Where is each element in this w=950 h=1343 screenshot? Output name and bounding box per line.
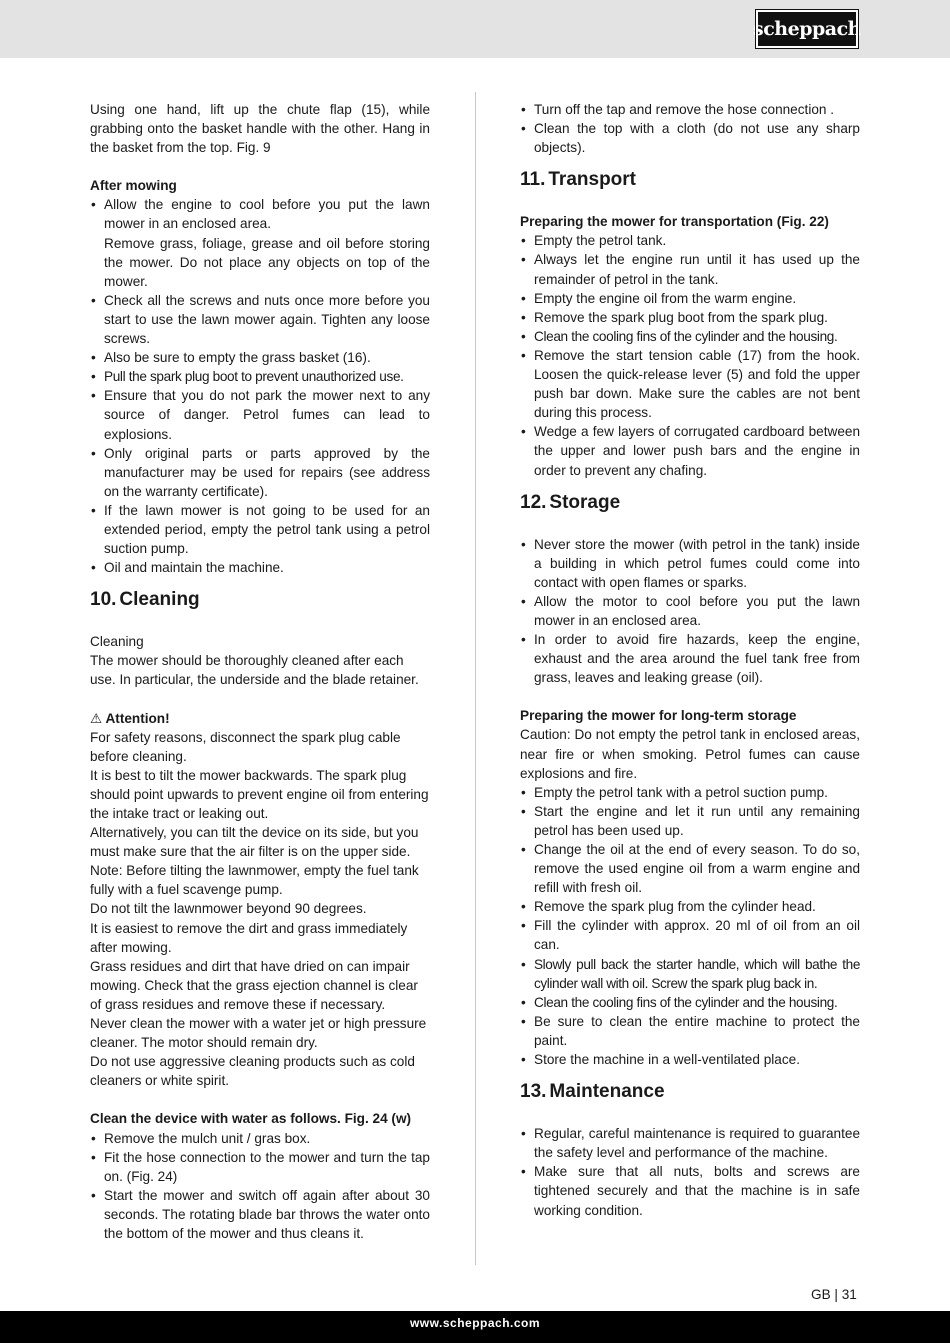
list-item: • Oil and maintain the machine. — [90, 558, 430, 577]
list-item: • Remove the spark plug from the cylinder head. — [520, 897, 860, 916]
list-item: • Only original parts or parts approved by the manufacturer may be used for repairs (see address on the warranty certificate). — [90, 444, 430, 501]
cleaning-note: It is best to tilt the mower backwards. The spark plug should point upwards to prevent engine oil from entering the intake tract or leaking out. — [90, 767, 429, 821]
transport-list — [520, 231, 860, 479]
list-item: • Start the engine and let it run until any remaining petrol has been used up. — [520, 802, 860, 840]
cleaning-note: It is easiest to remove the dirt and grass immediately after mowing. — [90, 920, 408, 955]
list-item: • Start the mower and switch off again after about 30 seconds. The rotating blade bar throws the water onto the bottom of the mower and thus cleans it. — [90, 1186, 430, 1243]
warning-icon: ⚠ — [90, 710, 103, 726]
section-heading-storage: 12. Storage — [520, 491, 621, 513]
list-item: • Turn off the tap and remove the hose connection . — [520, 100, 860, 119]
left-column — [90, 100, 430, 1243]
brand-logo: scheppach — [756, 10, 858, 48]
website-link[interactable]: www.scheppach.com — [409, 1316, 541, 1330]
list-item: • Check all the screws and nuts once more before you start to use the lawn mower again. Tighten any loose screws. — [90, 291, 430, 348]
long-term-storage-list — [520, 783, 860, 1069]
list-item: • Never store the mower (with petrol in the tank) inside a building in which petrol fumes could come into contact with open flames or sparks. — [520, 535, 860, 592]
list-item: • If the lawn mower is not going to be used for an extended period, empty the petrol tank using a petrol suction pump. — [90, 501, 430, 558]
cleaning-paragraph: The mower should be thoroughly cleaned after each use. In particular, the underside and the blade retainer. — [90, 653, 419, 688]
list-item: • Allow the motor to cool before you put the lawn mower in an enclosed area. — [520, 592, 860, 630]
list-item: • Empty the engine oil from the warm engine. — [520, 289, 860, 308]
list-item: • Regular, careful maintenance is required to guarantee the safety level and performance of the machine. — [520, 1124, 860, 1162]
list-item: • Store the machine in a well-ventilated place. — [520, 1050, 860, 1069]
cleaning-note: Alternatively, you can tilt the device on its side, but you must make sure that the air filter is on the upper side. — [90, 825, 419, 860]
cleaning-note: Grass residues and dirt that have dried on can impair mowing. Check that the grass ejection channel is clear of grass residues and remove these if necessary. — [90, 958, 418, 1012]
list-item: • Be sure to clean the entire machine to protect the paint. — [520, 1012, 860, 1050]
cleaning-note: Never clean the mower with a water jet or high pressure cleaner. The motor should remain dry. — [90, 1016, 427, 1051]
list-item: • Clean the cooling fins of the cylinder and the housing. — [520, 993, 860, 1012]
list-item: • Always let the engine run until it has used up the remainder of petrol in the tank. — [520, 250, 860, 288]
storage-list — [520, 535, 860, 688]
list-item: • Pull the spark plug boot to prevent unauthorized use. — [90, 367, 430, 386]
transport-heading: Preparing the mower for transportation (Fig. 22) — [520, 214, 829, 230]
cleaning-note: For safety reasons, disconnect the spark plug cable before cleaning. — [90, 729, 401, 764]
list-item: • Change the oil at the end of every season. To do so, remove the used engine oil from a warm engine and refill with fresh oil. — [520, 840, 860, 897]
right-column — [520, 100, 860, 1220]
list-item: • Also be sure to empty the grass basket (16). — [90, 348, 430, 367]
list-item: • Wedge a few layers of corrugated cardboard between the upper and lower push bars and the engine in order to prevent any chafing. — [520, 422, 860, 479]
list-item: • Ensure that you do not park the mower next to any source of danger. Petrol fumes can lead to explosions. — [90, 386, 430, 443]
list-item: • Empty the petrol tank. — [520, 231, 860, 250]
section-heading-transport: 11. Transport — [520, 169, 636, 191]
list-item: • Remove the spark plug boot from the spark plug. — [520, 308, 860, 327]
after-mowing-list — [90, 195, 430, 577]
long-term-caution: Caution: Do not empty the petrol tank in enclosed areas, near fire or when smoking. Petrol fumes can cause explosions and fire. — [520, 727, 860, 781]
list-item: • Fill the cylinder with approx. 20 ml of oil from an oil can. — [520, 916, 860, 954]
section-heading-maintenance: 13. Maintenance — [520, 1081, 665, 1103]
list-item: • Allow the engine to cool before you put the lawn mower in an enclosed area. Remove grass, foliage, grease and oil before storing the mower. Do not place any objects on top of the mower. — [90, 195, 430, 290]
list-item: • Make sure that all nuts, bolts and screws are tightened securely and that the machine is in safe working condition. — [520, 1162, 860, 1219]
footer-bar — [0, 1311, 950, 1343]
list-item: • Clean the top with a cloth (do not use any sharp objects). — [520, 119, 860, 157]
cleaning-subheading: Cleaning — [90, 634, 144, 650]
header-bar — [0, 0, 950, 58]
column-divider — [475, 92, 476, 1265]
list-item: • Remove the start tension cable (17) from the hook. Loosen the quick-release lever (5) and fold the upper push bar down. Make sure the cables are not bent during this process. — [520, 346, 860, 422]
list-item: • Slowly pull back the starter handle, which will bathe the cylinder wall with oil. Screw the spark plug back in. — [520, 955, 860, 993]
list-item: • In order to avoid fire hazards, keep the engine, exhaust and the area around the fuel tank free from grass, leaves and leaking grease (oil). — [520, 630, 860, 687]
long-term-storage-heading: Preparing the mower for long-term storage — [520, 708, 797, 724]
intro-paragraph: Using one hand, lift up the chute flap (15), while grabbing onto the basket handle with the other. Hang in the basket from the top. Fig. 9 — [90, 102, 430, 156]
list-item: • Remove the mulch unit / gras box. — [90, 1129, 430, 1148]
list-item: • Empty the petrol tank with a petrol suction pump. — [520, 783, 860, 802]
attention-heading: ⚠ Attention! — [90, 710, 170, 726]
list-item: • Clean the cooling fins of the cylinder and the housing. — [520, 327, 860, 346]
cleaning-note: Do not tilt the lawnmower beyond 90 degrees. — [90, 901, 367, 917]
after-mowing-heading: After mowing — [90, 178, 177, 194]
maintenance-list — [520, 1124, 860, 1219]
water-cleaning-list — [90, 1129, 430, 1244]
section-heading-cleaning: 10. Cleaning — [90, 589, 200, 611]
cleaning-note: Do not use aggressive cleaning products such as cold cleaners or white spirit. — [90, 1054, 415, 1089]
list-item: • Fit the hose connection to the mower and turn the tap on. (Fig. 24) — [90, 1148, 430, 1186]
cleaning-note: Note: Before tilting the lawnmower, empty the fuel tank fully with a fuel scavenge pump. — [90, 863, 419, 898]
cleaning-continued-list — [520, 100, 860, 157]
page-number: GB | 31 — [811, 1287, 857, 1302]
water-cleaning-heading: Clean the device with water as follows. Fig. 24 (w) — [90, 1111, 412, 1127]
